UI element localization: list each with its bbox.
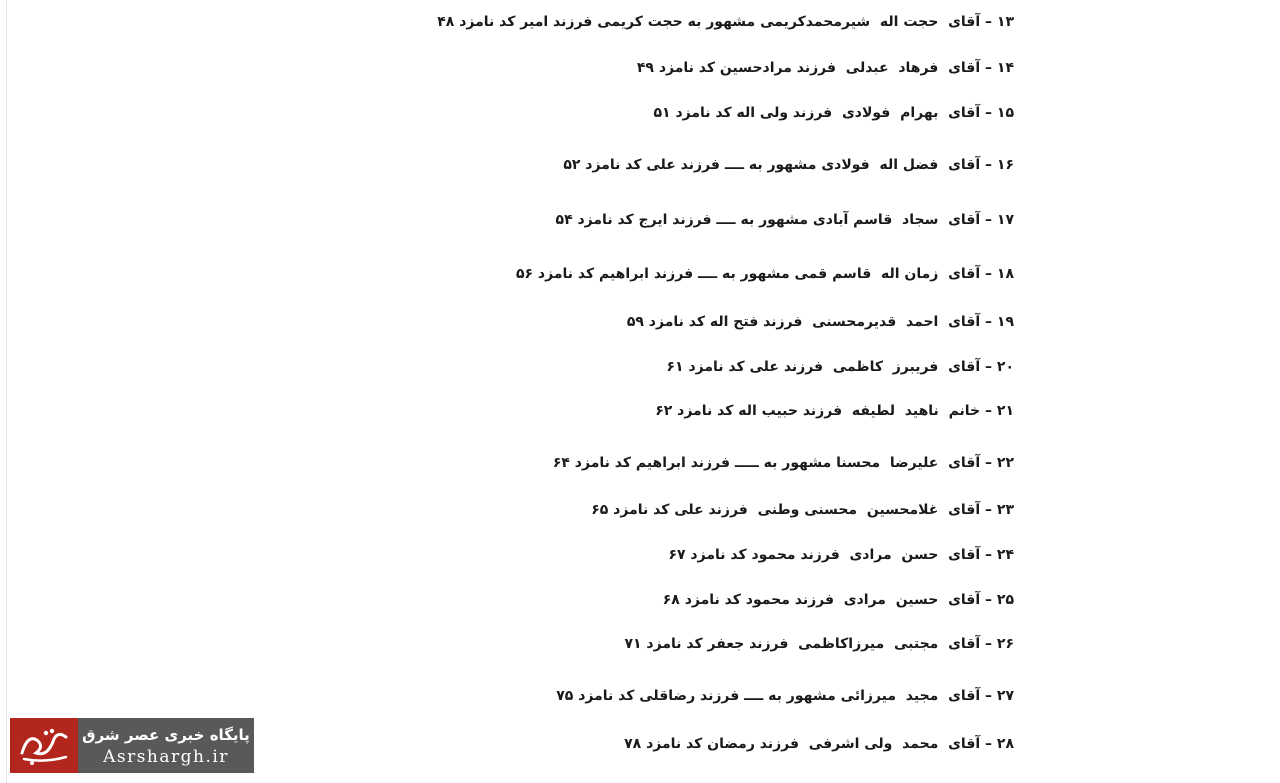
list-item: ۲۰ – آقای فریبرز کاظمی فرزند علی کد نامزد ۶۱: [666, 359, 1014, 375]
watermark-url: Asrshargh.ir: [103, 746, 229, 767]
watermark-site-name: پایگاه خبری عصر شرق: [82, 725, 250, 744]
list-item: ۲۶ – آقای مجتبی میرزاکاظمی فرزند جعفر کد نامزد ۷۱: [624, 636, 1014, 652]
list-item: ۲۲ – آقای علیرضا محسنا مشهور به ـــــ فرزند ابراهیم کد نامزد ۶۴: [552, 455, 1014, 471]
news-site-watermark: [10, 718, 254, 773]
list-item: ۲۷ – آقای مجید میرزائی مشهور به ــــ فرزند رضاقلی کد نامزد ۷۵: [556, 688, 1014, 704]
list-item: ۲۸ – آقای محمد ولی اشرفی فرزند رمضان کد نامزد ۷۸: [624, 736, 1014, 752]
list-item: ۱۴ – آقای فرهاد عبدلی فرزند مرادحسین کد نامزد ۴۹: [636, 60, 1014, 76]
list-item: ۱۸ – آقای زمان اله قاسم قمی مشهور به ــــ فرزند ابراهیم کد نامزد ۵۶: [515, 266, 1014, 282]
list-item: ۱۵ – آقای بهرام فولادی فرزند ولی اله کد نامزد ۵۱: [653, 105, 1014, 121]
list-item: ۲۴ – آقای حسن مرادی فرزند محمود کد نامزد ۶۷: [668, 547, 1014, 563]
list-item: ۲۵ – آقای حسین مرادی فرزند محمود کد نامزد ۶۸: [662, 592, 1014, 608]
list-item: ۱۳ – آقای حجت اله شیرمحمدکریمی مشهور به حجت کریمی فرزند امیر کد نامزد ۴۸: [437, 14, 1014, 30]
site-logo-icon: [10, 718, 78, 773]
list-item: ۲۳ – آقای غلامحسین محسنی وطنی فرزند علی کد نامزد ۶۵: [591, 502, 1014, 518]
list-item: ۱۶ – آقای فضل اله فولادی مشهور به ــــ فرزند علی کد نامزد ۵۲: [563, 157, 1014, 173]
list-item: ۱۷ – آقای سجاد قاسم آبادی مشهور به ــــ فرزند ایرج کد نامزد ۵۴: [555, 212, 1014, 228]
list-item: ۲۱ – خانم ناهید لطیفه فرزند حبیب اله کد نامزد ۶۲: [655, 403, 1014, 419]
list-item: ۱۹ – آقای احمد قدیرمحسنی فرزند فتح اله کد نامزد ۵۹: [626, 314, 1014, 330]
